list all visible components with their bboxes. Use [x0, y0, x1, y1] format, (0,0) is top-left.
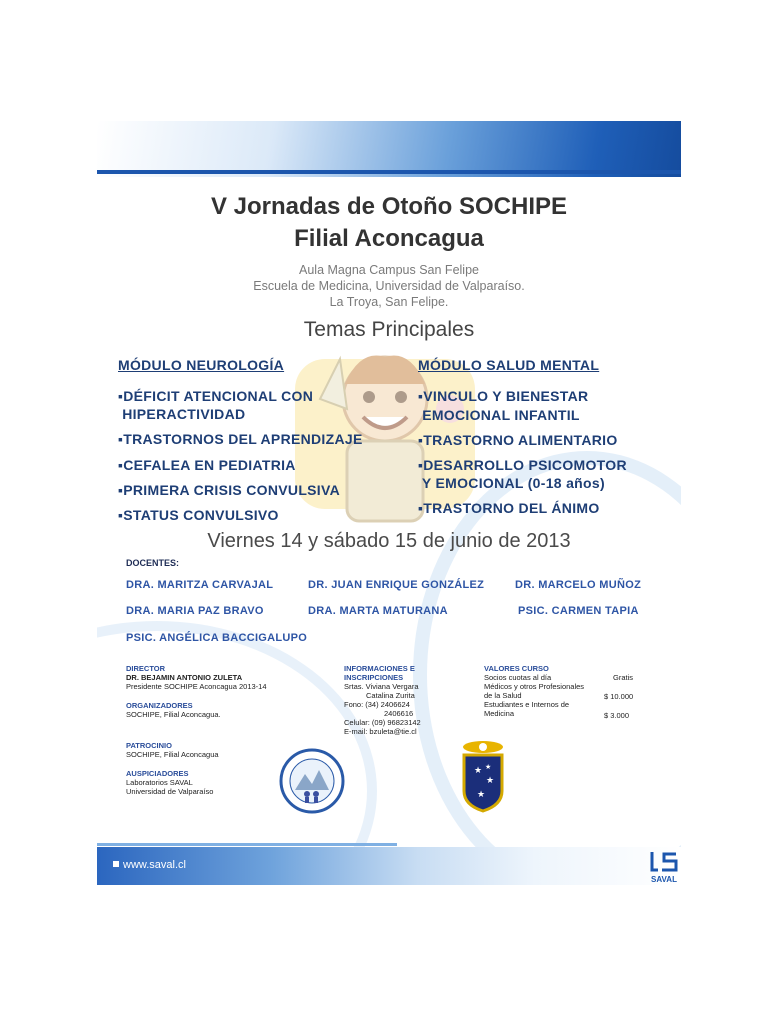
svg-text:★: ★	[474, 766, 483, 776]
footer-line	[97, 843, 397, 846]
informaciones-line: Fono: (34) 2406624	[344, 700, 410, 709]
docente-name: DR. MARCELO MUÑOZ	[515, 579, 642, 591]
auspiciadores-block	[126, 769, 213, 796]
auspiciadores-line: Universidad de Valparaíso	[126, 787, 214, 796]
module-neurologia-heading: MÓDULO NEUROLOGÍA	[118, 357, 285, 373]
patrocinio-label: PATROCINIO	[126, 741, 172, 750]
salud-mental-topic: ▪VINCULO Y BIENESTAR	[418, 388, 589, 404]
valores-row3-value: $ 3.000	[604, 711, 630, 720]
temas-principales-heading: Temas Principales	[303, 318, 475, 341]
valores-row2-value: $ 10.000	[604, 692, 634, 701]
neurologia-topic: ▪TRASTORNOS DEL APRENDIZAJE	[118, 431, 363, 447]
svg-text:★: ★	[477, 790, 486, 800]
valores-block	[484, 664, 584, 718]
neurologia-topic: ▪CEFALEA EN PEDIATRIA	[118, 457, 296, 473]
venue-line2: Escuela de Medicina, Universidad de Valparaíso.	[253, 279, 525, 293]
neurologia-topic: ▪STATUS CONVULSIVO	[118, 507, 279, 523]
event-title-line2: Filial Aconcagua	[294, 225, 484, 252]
informaciones-line: Celular: (09) 96823142	[344, 718, 421, 727]
valores-row3-label: Estudiantes e Internos de	[484, 700, 570, 709]
informaciones-label: INFORMACIONES E	[344, 664, 415, 673]
square-bullet-icon	[113, 861, 119, 867]
salud-mental-topic: ▪TRASTORNO DEL ÁNIMO	[418, 500, 600, 516]
saval-logo-icon	[649, 850, 679, 884]
valores-label: VALORES CURSO	[484, 664, 549, 673]
director-label: DIRECTOR	[126, 664, 166, 673]
salud-mental-topic: Y EMOCIONAL (0-18 años)	[418, 475, 605, 491]
top-header-band	[97, 121, 681, 177]
neurologia-topic: ▪PRIMERA CRISIS CONVULSIVA	[118, 482, 341, 498]
valores-row2-label: de la Salud	[484, 691, 522, 700]
auspiciadores-line: Laboratorios SAVAL	[126, 778, 193, 787]
salud-mental-topic: ▪DESARROLLO PSICOMOTOR	[418, 457, 627, 473]
neurologia-topic: HIPERACTIVIDAD	[118, 406, 246, 422]
valores-row3-label: Medicina	[484, 709, 515, 718]
informaciones-line: Catalina Zurita	[366, 691, 415, 700]
svg-text:★: ★	[486, 776, 495, 786]
neurologia-topic: ▪DÉFICIT ATENCIONAL CON	[118, 388, 314, 404]
organizadores-label: ORGANIZADORES	[126, 701, 193, 710]
organizadores-block	[126, 701, 221, 719]
informaciones-line: 2406616	[384, 709, 414, 718]
informaciones-line: Srtas. Viviana Vergara	[344, 682, 419, 691]
inscripciones-label: INSCRIPCIONES	[344, 673, 404, 682]
informaciones-line: E-mail: bzuleta@tie.cl	[344, 727, 417, 736]
auspiciadores-label: AUSPICIADORES	[126, 769, 189, 778]
patrocinio-block	[126, 741, 219, 759]
docente-name: DR. JUAN ENRIQUE GONZÁLEZ	[308, 579, 485, 591]
director-block	[126, 664, 267, 691]
website-text: www.saval.cl	[123, 859, 186, 871]
valores-row1-value: Gratis	[613, 673, 634, 682]
svg-text:★: ★	[485, 763, 492, 771]
top-header-line	[97, 170, 681, 174]
director-name: DR. BEJAMIN ANTONIO ZULETA	[126, 673, 243, 682]
universidad-valparaiso-shield-icon	[460, 739, 506, 813]
module-salud-mental-heading: MÓDULO SALUD MENTAL	[418, 357, 600, 373]
informaciones-block	[344, 664, 421, 736]
salud-mental-topic: EMOCIONAL INFANTIL	[418, 407, 580, 423]
poster	[97, 121, 681, 885]
website-link[interactable]	[113, 859, 186, 871]
venue-line3: La Troya, San Felipe.	[329, 295, 449, 309]
director-role: Presidente SOCHIPE Aconcagua 2013-14	[126, 682, 267, 691]
docente-name: DRA. MARTA MATURANA	[308, 605, 448, 617]
event-title-line1: V Jornadas de Otoño SOCHIPE	[210, 193, 568, 220]
sociedad-pediatria-logo-icon	[279, 748, 345, 814]
valores-row1-label: Socios cuotas al día	[484, 673, 552, 682]
docente-name: DRA. MARITZA CARVAJAL	[126, 579, 274, 591]
saval-logo-text: SAVAL	[651, 875, 677, 884]
venue-line1: Aula Magna Campus San Felipe	[299, 263, 479, 277]
event-date: Viernes 14 y sábado 15 de junio de 2013	[207, 530, 571, 552]
docente-name: PSIC. ANGÉLICA BACCIGALUPO	[126, 632, 308, 644]
organizadores-value: SOCHIPE, Filial Aconcagua.	[126, 710, 221, 719]
docente-name: DRA. MARIA PAZ BRAVO	[126, 605, 264, 617]
docente-name: PSIC. CARMEN TAPIA	[518, 605, 639, 617]
valores-row2-label: Médicos y otros Profesionales	[484, 682, 585, 691]
salud-mental-topic: ▪TRASTORNO ALIMENTARIO	[418, 432, 618, 448]
docentes-label: DOCENTES:	[126, 558, 180, 568]
patrocinio-value: SOCHIPE, Filial Aconcagua	[126, 750, 219, 759]
